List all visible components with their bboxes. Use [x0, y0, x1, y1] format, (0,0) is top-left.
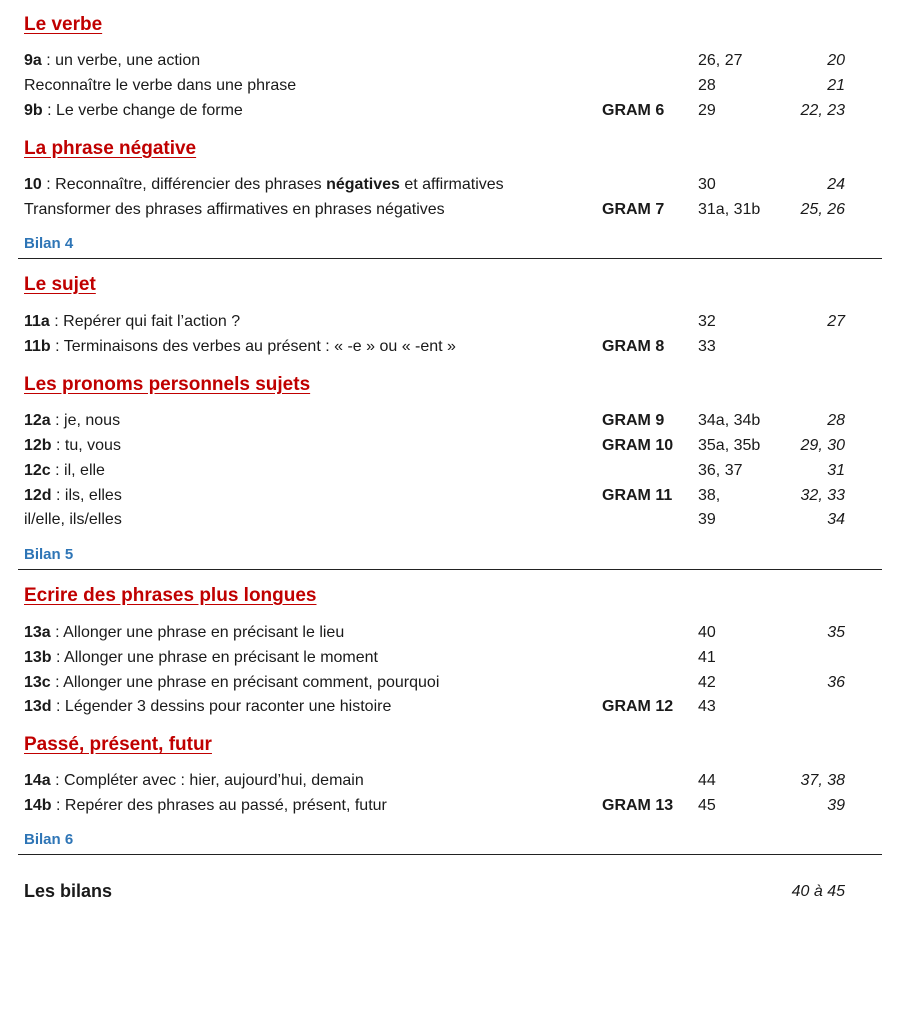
row-9a-label [24, 51, 200, 71]
row-9a2-fiche: 21 [827, 77, 845, 94]
row-12b-fiche: 29, 30 [800, 437, 845, 454]
row-14a-fiche: 37, 38 [800, 772, 845, 789]
row-10-bold-word: négatives [326, 176, 400, 193]
row-10-number: 10 [24, 176, 42, 193]
row-13d-label [24, 697, 391, 717]
row-12d-fiche: 32, 33 [800, 487, 845, 504]
row-13d-text: : Légender 3 dessins pour raconter une histoire [51, 698, 392, 715]
row-9b-gram: GRAM 6 [602, 102, 665, 119]
bilan-4: Bilan 4 [24, 235, 74, 252]
row-12d-number: 12d [24, 487, 52, 504]
row-13b-text: : Allonger une phrase en précisant le moment [51, 649, 378, 666]
row-12a-number: 12a [24, 412, 51, 429]
row-11b-text: : Terminaisons des verbes au présent : « -e » ou « -ent » [50, 338, 456, 355]
bilan-5: Bilan 5 [24, 546, 74, 563]
row-10-text-b: et affirmatives [399, 176, 504, 193]
les-bilans-label: Les bilans [24, 881, 113, 901]
row-12e-label: il/elle, ils/elles [24, 511, 122, 528]
row-9a2-pages: 28 [698, 77, 716, 94]
row-13a-pages: 40 [698, 624, 716, 641]
row-13a-label [24, 623, 344, 643]
row-12c-fiche: 31 [827, 462, 845, 479]
row-13b-number: 13b [24, 649, 52, 666]
les-bilans-fiche: 40 à 45 [791, 883, 845, 900]
row-13b-pages: 41 [698, 649, 716, 666]
row-13c-label [24, 673, 439, 693]
row-11a-number: 11a [24, 313, 50, 330]
row-12e-pages: 39 [698, 511, 716, 528]
row-9a-text: : un verbe, une action [41, 52, 201, 69]
row-9b-number: 9b [24, 102, 43, 119]
row-12a-fiche: 28 [827, 412, 845, 429]
row-12d-label [24, 486, 122, 506]
row-13d-gram: GRAM 12 [602, 698, 674, 715]
section-title-le-verbe: Le verbe [24, 14, 103, 35]
row-12a-label [24, 411, 120, 431]
row-11b-number: 11b [24, 338, 51, 355]
row-12c-pages: 36, 37 [698, 462, 743, 479]
row-11a-fiche: 27 [827, 313, 845, 330]
row-13c-fiche: 36 [827, 674, 845, 691]
row-13c-number: 13c [24, 674, 51, 691]
row-10-fiche: 24 [827, 176, 845, 193]
row-12b-label [24, 436, 121, 456]
row-12a-gram: GRAM 9 [602, 412, 665, 429]
row-9a-fiche: 20 [827, 52, 845, 69]
row-13a-fiche: 35 [827, 624, 845, 641]
divider-2 [18, 569, 882, 570]
row-13d-pages: 43 [698, 698, 716, 715]
row-11a-pages: 32 [698, 313, 716, 330]
row-12d-text: : ils, elles [51, 487, 122, 504]
row-9b-pages: 29 [698, 102, 716, 119]
row-9b-text: : Le verbe change de forme [42, 102, 243, 119]
row-10b-label: Transformer des phrases affirmatives en phrases négatives [24, 201, 445, 218]
row-11b-label [24, 337, 456, 357]
row-14b-gram: GRAM 13 [602, 797, 674, 814]
row-11a-text: : Repérer qui fait l’action ? [49, 313, 241, 330]
row-14b-label [24, 796, 387, 816]
section-title-le-sujet: Le sujet [24, 274, 96, 295]
row-13d-number: 13d [24, 698, 52, 715]
bilan-6: Bilan 6 [24, 831, 74, 848]
row-14a-pages: 44 [698, 772, 716, 789]
row-11b-pages: 33 [698, 338, 716, 355]
row-9a-number: 9a [24, 52, 42, 69]
row-10-label [24, 175, 504, 195]
row-12c-label [24, 461, 105, 481]
row-10b-pages: 31a, 31b [698, 201, 761, 218]
row-13a-number: 13a [24, 624, 51, 641]
section-title-temps: Passé, présent, futur [24, 734, 212, 755]
row-10-text-a: : Reconnaître, différencier des phrases [41, 176, 327, 193]
divider-3 [18, 854, 882, 855]
section-title-phrases-longues: Ecrire des phrases plus longues [24, 585, 317, 606]
section-title-phrase-negative: La phrase négative [24, 138, 197, 159]
row-9b-label [24, 101, 243, 121]
row-14a-label [24, 771, 364, 791]
row-14b-pages: 45 [698, 797, 716, 814]
row-14b-number: 14b [24, 797, 52, 814]
row-9a-pages: 26, 27 [698, 52, 743, 69]
row-11a-label [24, 312, 240, 332]
row-12c-number: 12c [24, 462, 51, 479]
row-13c-pages: 42 [698, 674, 716, 691]
row-12a-text: : je, nous [50, 412, 121, 429]
row-14b-fiche: 39 [827, 797, 845, 814]
row-14a-text: : Compléter avec : hier, aujourd’hui, demain [50, 772, 364, 789]
row-12d-pages: 38, [698, 487, 721, 504]
row-10b-gram: GRAM 7 [602, 201, 665, 218]
row-10b-fiche: 25, 26 [800, 201, 845, 218]
row-13a-text: : Allonger une phrase en précisant le lieu [50, 624, 345, 641]
row-12b-pages: 35a, 35b [698, 437, 761, 454]
row-12c-text: : il, elle [50, 462, 105, 479]
row-10-pages: 30 [698, 176, 716, 193]
row-12d-gram: GRAM 11 [602, 487, 673, 504]
row-12e-fiche: 34 [827, 511, 845, 528]
divider-1 [18, 258, 882, 259]
row-12b-number: 12b [24, 437, 52, 454]
row-13b-label [24, 648, 378, 668]
row-14a-number: 14a [24, 772, 51, 789]
section-title-pronoms: Les pronoms personnels sujets [24, 374, 311, 395]
row-9b-fiche: 22, 23 [800, 102, 845, 119]
row-14b-text: : Repérer des phrases au passé, présent, futur [51, 797, 387, 814]
row-11b-gram: GRAM 8 [602, 338, 665, 355]
row-12b-gram: GRAM 10 [602, 437, 674, 454]
row-13c-text: : Allonger une phrase en précisant comment, pourquoi [50, 674, 440, 691]
row-12a-pages: 34a, 34b [698, 412, 761, 429]
row-9a2-label: Reconnaître le verbe dans une phrase [24, 77, 297, 94]
row-12b-text: : tu, vous [51, 437, 121, 454]
